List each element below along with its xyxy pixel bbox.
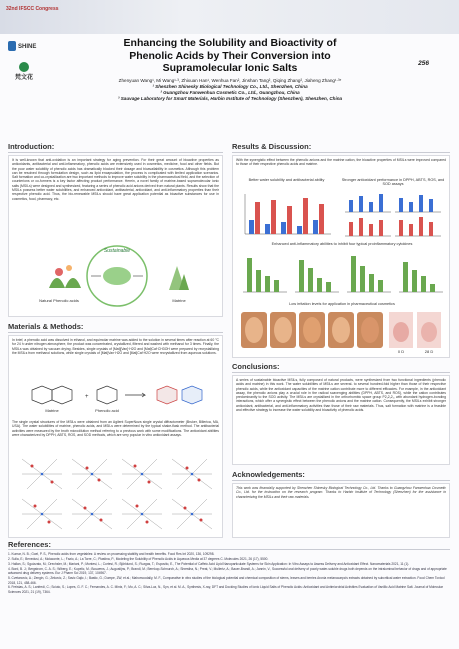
affiliation-1: ¹ Shenzhen Shinesky Biological Technology Co., Ltd., Shenzhen, China: [152, 83, 308, 89]
congress-logo: 32nd IFSCC Congress: [6, 6, 59, 12]
panel4-title: Low irritation levels for application in pharmaceutical cosmetics: [289, 302, 395, 306]
fanwenhua-logo: [7, 60, 41, 82]
header-banner: [0, 0, 459, 34]
results-text: With the synergistic effect between the phenolic anions and the matrine cation, the bioactive properties of MSILs were improved compared to those of their respective phenolic acids and matrine.: [236, 158, 446, 167]
conclusions-heading: Conclusions:: [232, 362, 280, 371]
reference-item: 6. Freistas, A. S.; Lanfredi, C.; Sciuto, S.; Lopes, G. F. C.; Fernandes, A. C. Mintz, F.; Mo, A. C.; Silva-Luz, N., Syn, et al. M. A., Synthesis, X-ray, DFT and Docking Studies of Ionic Liquid Salts of Phenolic Acids: Antioxidant and Antimicrobial Activities Evaluation of Vanillic Acid Matrine Salt. Journal of Molecular Sciences 2021, 21 (19), 7364.: [8, 585, 443, 594]
divider: [8, 332, 223, 333]
ack-heading: Acknowledgements:: [232, 470, 305, 479]
solubility-chart: [239, 190, 334, 238]
references-heading: References:: [8, 540, 51, 549]
affiliation-2: ² Guangzhou Fanwenhua Cosmetic Co., Ltd., Guangzhou, China: [160, 89, 300, 95]
reference-list: [8, 552, 448, 595]
svg-text:+: +: [85, 394, 89, 400]
shine-logo: [7, 38, 41, 54]
divider: [232, 480, 450, 481]
svg-text:Matrine: Matrine: [45, 408, 59, 413]
reference-item: 4. Bord, B. J.; Bergstrom, C. A. S.; Wiberg, E.; Kupelic, M.; Bouwens, J.; Augustijns, P.; Brandl, M.; Bernkop-Schnurch, A.; Shrestha, N.; Preat, V.; Mullertz, A.; Bauer-Brandl, A.; Jannin, V., Successful oral delivery of poorly water-soluble drugs both depends on the intraluminal behavior of drugs and of appropriate advanced drug delivery systems. Eur J Pharm Sci 2019, 137, 104967.: [8, 566, 447, 576]
svg-text:Sustainable: Sustainable: [103, 248, 131, 254]
antioxidant-charts: [341, 190, 445, 238]
intro-text: It is well-known that anti-oxidation is an important strategy for aging prevention. For their great amount of bioactive properties as antioxidants, antibacterial and anti-inflammatory, phenolic acids are extensively used in cosmetics, medicine, food and other fields. But the poor water solubility of phenolic acids has dramatically blocked their dosage and bioavailability in cosmetics. Although this problem can be resolved through formulation design, such as lipid encapsulation, the process is complicated with limited application scenarios. Salt formation and co-crystallization are two important methods to improve water solubility in the pharmaceutical field, and the selection of counterions or co-formers is a key factor affecting product performance. Herein, a novel family of matrine-based supramolecular ionic salts (MSILs) were designed and synthesized, featuring a series of phenolic acid anions derived from natural plants. Results show that the MSILs possess better water solubilities, and enhanced antioxidant, antibacterial, antioxidant, and anti-inflammatory properties than their respective phenolic acid. Thus, the bio-renewable MSILs should have great application potential as bioactive substances for use in cosmetics, food, pharmacy, etc.: [12, 158, 219, 201]
methods-heading: Materials & Methods:: [8, 322, 84, 331]
divider: [8, 549, 450, 550]
svg-text:Matrine: Matrine: [172, 298, 186, 303]
divider: [232, 372, 450, 373]
crystal-structures: [17, 454, 217, 534]
reference-item: 3. Hallan, S.; Sguizzato, M.; Drechsler, M.; Mariani, P.; Montesi, L.; Cortesi, R.; Björklund, S.; Ruzgas, T.; Esposito, E., The Potential of Caffeic Acid Lipid Nanoparticulate Systems for Skin Application: In Vitro Assays to Assess Delivery and Antioxidant Effect. Nanomaterials 2021, 11 (1).: [8, 561, 410, 566]
methods-text-1: In brief, a phenolic acid was dissolved in ethanol, and equimolar matrine was added to the solution in several times after reaction at 60 °C for 24 h under nitrogen atmosphere, the product was concentrated, crystallized, filtered and washed with methanol for 3 times. Finally, the MSILs was obtained by vacuum drying. Besides, single crystals of [Mat][Van]·H2O and [Mat]Caf·CH3OH were prepared by recrystallizing the MSILs from methanol solutions, while single crystals of [Mat]Van·H2O and [Mat]Caf·H2O were recrystallized from aqueous solutions.: [12, 338, 219, 355]
ack-box: [232, 483, 450, 538]
affiliation-3: ³ Sauvage Laboratory for Smart Materials, Harbin Institute of Technology (Shenzhen), Shenzhen, China: [117, 95, 343, 101]
reference-item: 1. Kumar, N. B.; Goel, P. S., Phenolic acids from vegetables: A review on processing stability and health benefits. Food Res Int 2020, 136, 109298.: [8, 552, 215, 556]
poster-number: 256: [418, 60, 429, 67]
methods-box: [8, 335, 223, 538]
divider: [8, 152, 223, 153]
results-box: [232, 155, 450, 358]
reference-item: 5. Cvetanovic, A.; Zengin, G.; Zekovic, Z.; Savic Gajic, I.; Bastic, G.; Dumpe, ZW, et al.; Mahomoodally, M. F., Comparative in vitro studies of the biological potential and chemical composition of stems, leaves and berries Aronia melanocarpa's extracts obtained by subcritical water extraction. Food Chem Toxicol 2018, 121, 458-466.: [8, 576, 445, 585]
panel2-title: Stronger antioxidant performance in DPPH, ABTS, ROS, and SOD assays: [341, 178, 445, 186]
intro-box: [8, 155, 223, 317]
svg-text:Phenolic acid: Phenolic acid: [95, 408, 119, 413]
methods-text-2: The single crystal structures of the MSILs were obtained from an Agilent SuperNova single crystal diffractometer (Bruker, Billerica, MA, USA). The water solubilities of matrine, phenolic acids, and MSILs were determined by the typical shake-flask method. The antibacterial activities were measured by the broth microdilution method referring to a previous work with some modifications. The antioxidant abilities were characterized by DPPH, ABTS, ROS, and SOD methods, which are very popular in vitro antioxidant assays.: [12, 420, 219, 437]
synthesis-scheme: [17, 384, 217, 414]
title-block: [70, 37, 390, 102]
svg-text:0 D: 0 D: [397, 349, 405, 354]
svg-text:梵文花: 梵文花: [14, 74, 34, 81]
author-list: Zhenyuan Wang¹, Mi Wang¹·³, Zhixuan Han¹, Wenhua Fan², Jinshan Tang², Qiqing Zhang², Jiaheng Zhang¹·³*: [118, 77, 342, 83]
irritation-images: [239, 310, 445, 354]
cytokine-charts: [239, 250, 445, 296]
divider: [232, 152, 450, 153]
ack-text: This work was financially supported by Shenzhen Shinesky Biological Technology Co., Ltd. Thanks to Guangzhou Fanwenhua Cosmetic Co., Ltd. for the instruction on the research program. Thanks to Harbin Institute of Technology (Shenzhen) for the assistance in characterizing the MSILs and their raw materials.: [236, 486, 446, 499]
results-heading: Results & Discussion:: [232, 142, 312, 151]
poster-title: Enhancing the Solubility and Bioactivity of Phenolic Acids by Their Conversion into Supramolecular Ionic Salts: [123, 37, 337, 74]
reference-item: 2. Sulla, E.; Benedusi, A.; Molaconte, L.; Fazio, A.; La Torre, C.; Plastina, P., Modeling the Solubility of Phenolic Acids in Aqueous Media at 37 degrees C. Molecules 2021, 26 (17), 5500.: [8, 556, 269, 561]
svg-text:28 D: 28 D: [424, 349, 434, 354]
sustainable-diagram: [29, 238, 204, 314]
svg-text:Natural Phenolic acids: Natural Phenolic acids: [39, 298, 79, 303]
intro-heading: Introduction:: [8, 142, 55, 151]
panel3-title: Enhanced anti-inflammatory abilities to inhibit four typical proinflammatory cytokines: [271, 242, 413, 246]
svg-text:SHINE: SHINE: [18, 44, 37, 50]
conclusions-box: [232, 375, 450, 465]
panel1-title: Better water solubility and antibacterial ability: [248, 178, 325, 182]
conclusions-text: A series of sustainable bioactive MSILs, fully composed of natural products, were synthesized from two functional ingredients (phenolic acids and matrine) in this work. The water solubilities of MSILs are several- to several hundred-fold higher than those of their respective phenolic acids, while the antioxidant capacities of the matrine cation contribute more to different efficacies. For example, in the antioxidant assay, the phenolic anions play a crucial role in the radical scavenging abilities (DPPH, ABTS, and ROS), while the cation contributes predominantly to the SOD activity. The MSILs are crystallized in the orthorhombic space group P2₁2₁2₁, with abundant hydrogen-bonding interactions, which offer a synergistic effect between the phenolic anions and the matrine cation. Consequently, the MSILs exhibit stronger antioxidant, antibacterial, and anti-inflammatory activities than those of their raw materials. Thus, salt formation with matrine is a feasible and effective strategy to increase the water solubility and bioactivity of phenolic acids.: [236, 378, 446, 413]
